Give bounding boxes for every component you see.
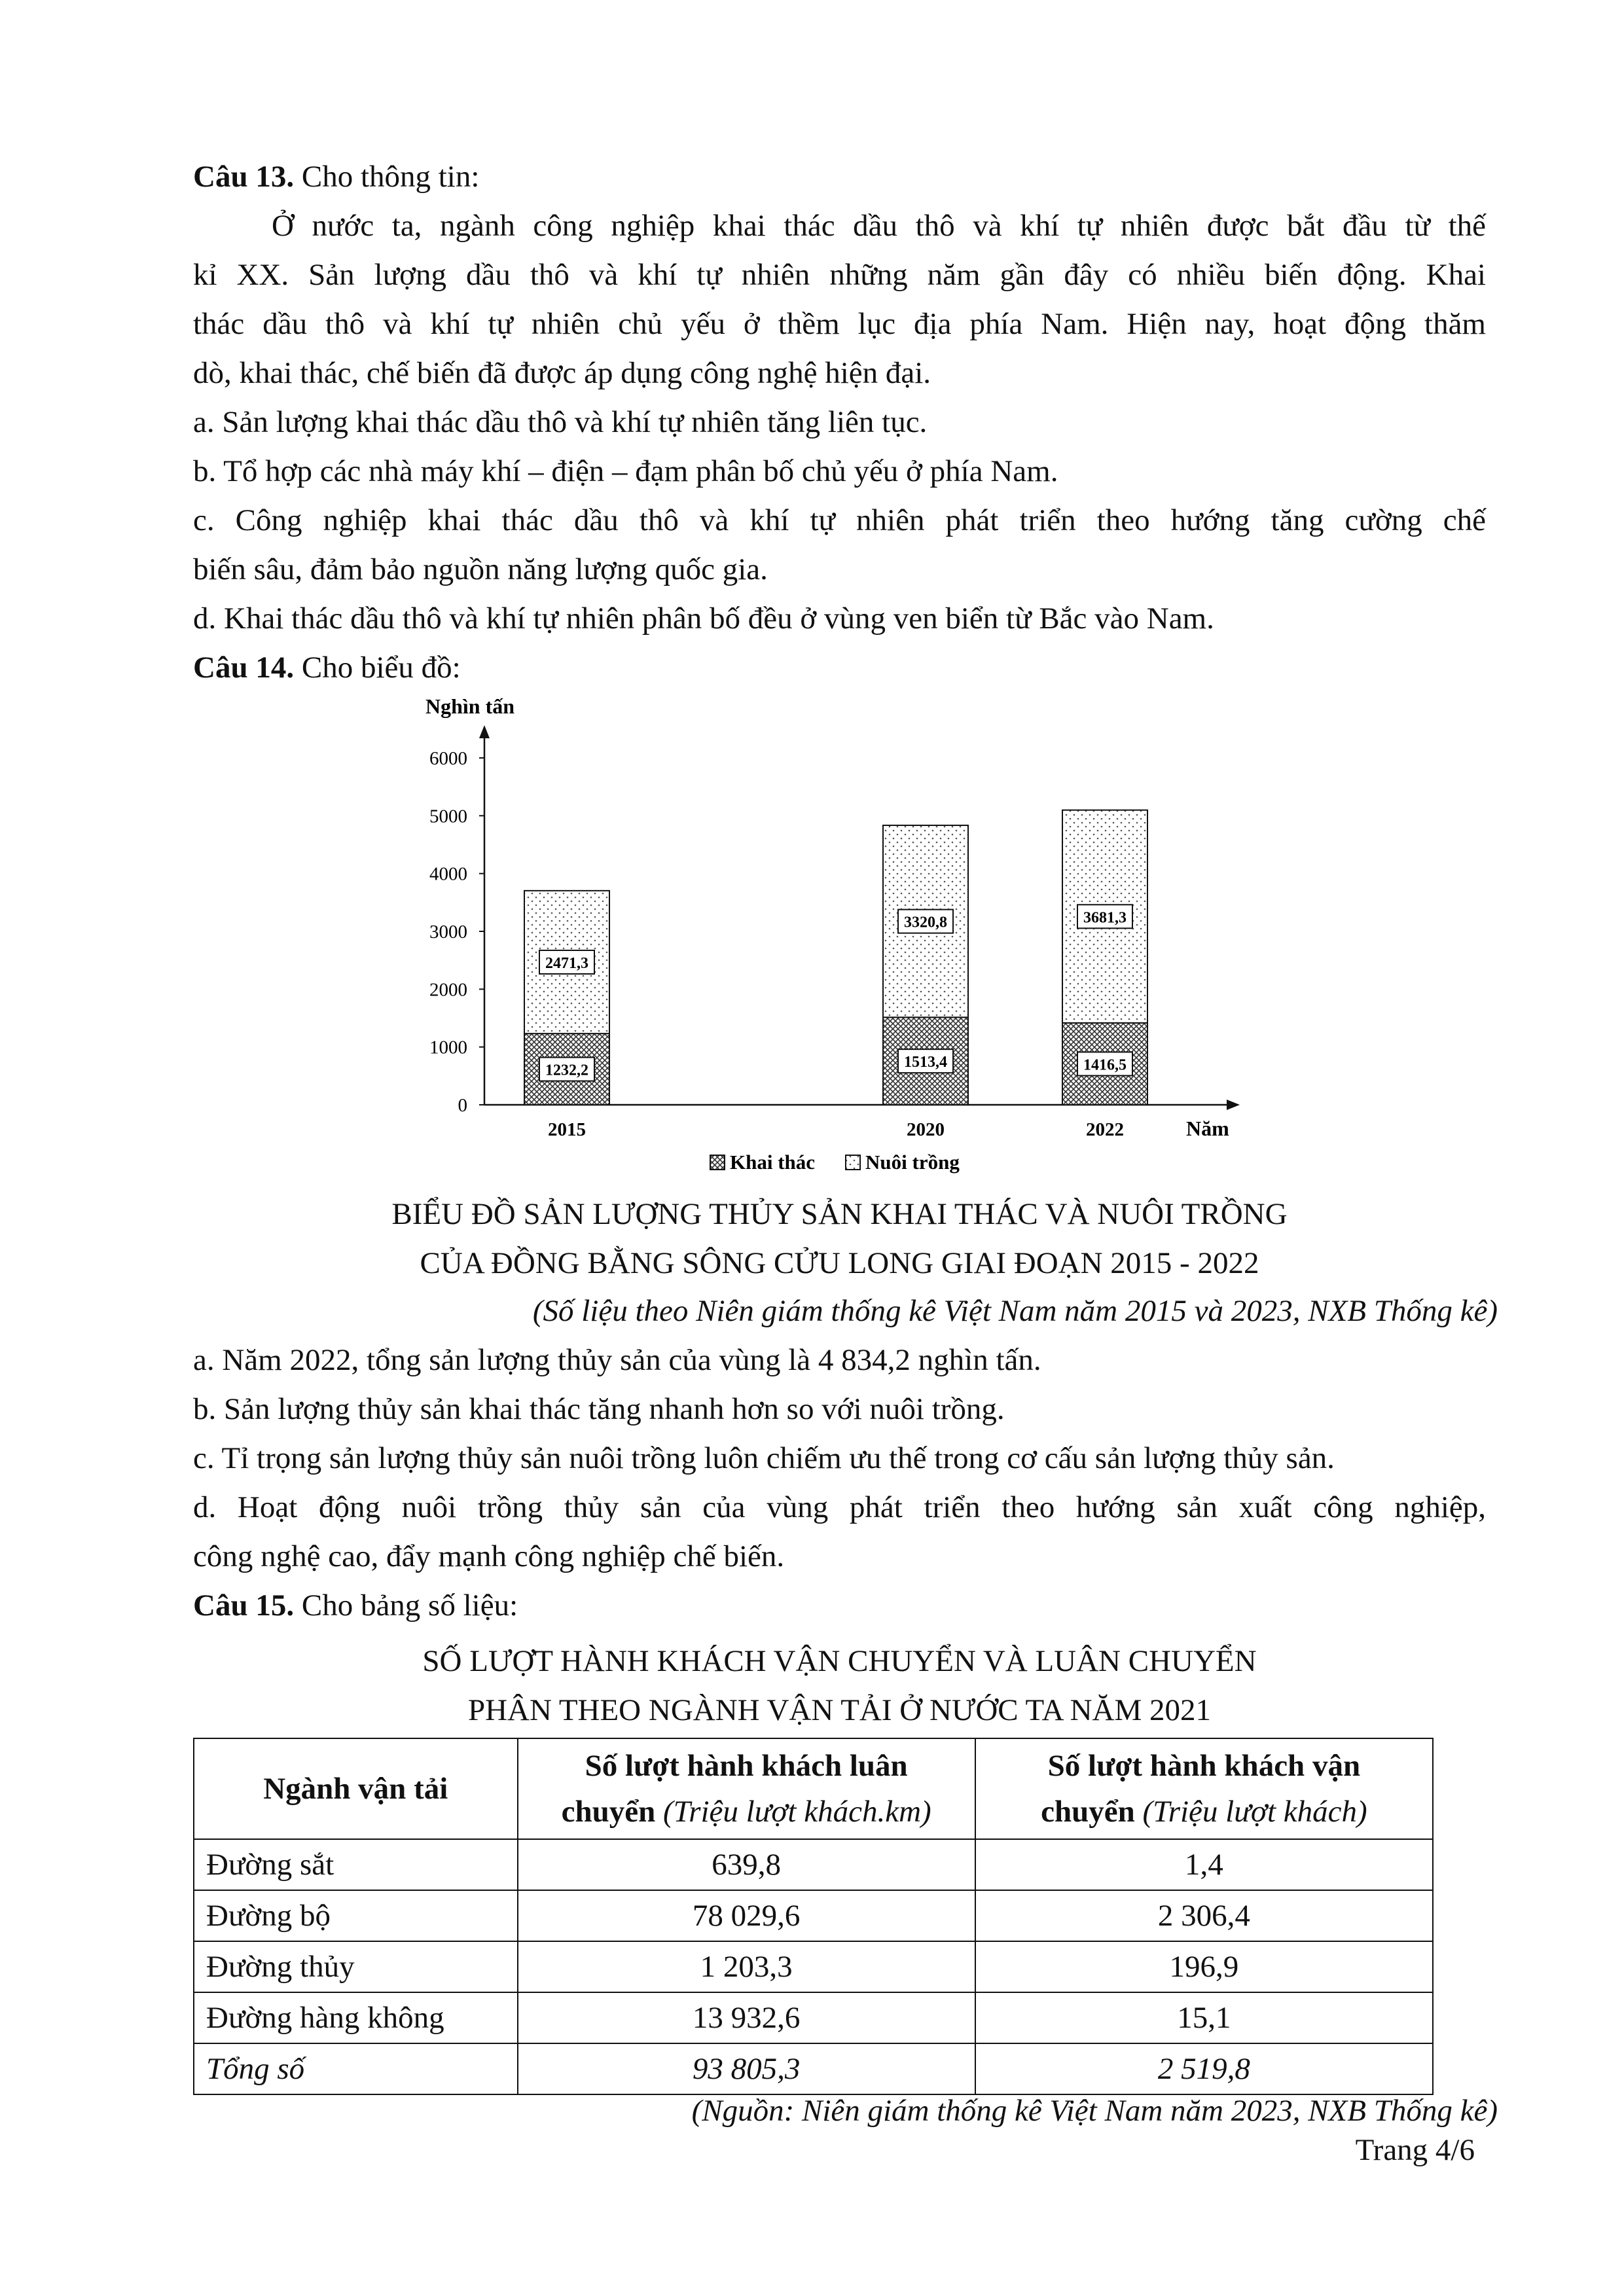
- q14-label: Câu 14.: [193, 651, 295, 685]
- row-name: Đường thủy: [194, 1941, 518, 1992]
- q13-option-a: a. Sản lượng khai thác dầu thô và khí tự nhiên tăng liên tục.: [193, 405, 928, 439]
- row-value-passenger-km: 78 029,6: [518, 1890, 975, 1941]
- row-name: Đường sắt: [194, 1839, 518, 1890]
- q13-option-c-line-1: c. Công nghiệp khai thác dầu thô và khí tự nhiên phát triển theo hướng tăng cường chế: [193, 503, 1486, 537]
- table-title-line-1: SỐ LƯỢT HÀNH KHÁCH VẬN CHUYỂN VÀ LUÂN CHUYỂN: [422, 1644, 1257, 1678]
- row-value-passengers: 2 306,4: [975, 1890, 1433, 1941]
- legend-label: Khai thác: [730, 1151, 816, 1174]
- q13-label: Câu 13.: [193, 160, 295, 194]
- x-tick-label: 2022: [1086, 1119, 1124, 1140]
- legend-swatch: [710, 1155, 725, 1170]
- y-tick-label: 0: [458, 1095, 467, 1116]
- chart-source: (Số liệu theo Niên giám thống kê Việt Nam năm 2015 và 2023, NXB Thống kê): [532, 1294, 1498, 1328]
- y-tick-label: 1000: [429, 1037, 467, 1058]
- q13-intro: Cho thông tin:: [294, 160, 480, 194]
- table-total-row: [194, 2043, 1433, 2094]
- q13-para-line-2: kỉ XX. Sản lượng dầu thô và khí tự nhiên những năm gần đây có nhiều biến động. Khai: [193, 258, 1486, 292]
- table-row: [194, 1890, 1433, 1941]
- q14-option-c: c. Tỉ trọng sản lượng thủy sản nuôi trồng luôn chiếm ưu thế trong cơ cấu sản lượng thủy sản.: [193, 1441, 1335, 1475]
- q14-option-a: a. Năm 2022, tổng sản lượng thủy sản của vùng là 4 834,2 nghìn tấn.: [193, 1343, 1041, 1377]
- data-label: 3681,3: [1083, 909, 1127, 927]
- row-value-passengers: 15,1: [975, 1992, 1433, 2043]
- table-row: [194, 1941, 1433, 1992]
- page-number: Trang 4/6: [1355, 2133, 1475, 2167]
- header-passenger-km-unit: (Triệu lượt khách.km): [655, 1795, 931, 1829]
- header-passenger-km-line-1: Số lượt hành khách luân: [585, 1749, 908, 1783]
- header-passengers-line-2: chuyển: [1041, 1795, 1135, 1829]
- data-label: 2471,3: [545, 955, 588, 973]
- legend-swatch: [846, 1155, 860, 1170]
- q13-para-line-3: thác dầu thô và khí tự nhiên chủ yếu ở thềm lục địa phía Nam. Hiện nay, hoạt động thăm: [193, 307, 1486, 341]
- q13-para-line-4: dò, khai thác, chế biến đã được áp dụng công nghệ hiện đại.: [193, 356, 931, 390]
- table-source: (Nguồn: Niên giám thống kê Việt Nam năm 2023, NXB Thống kê): [691, 2094, 1498, 2128]
- row-value-passengers: 1,4: [975, 1839, 1433, 1890]
- q14-option-d-line-2: công nghệ cao, đẩy mạnh công nghiệp chế biến.: [193, 1539, 785, 1573]
- chart-title-line-2: CỦA ĐỒNG BẰNG SÔNG CỬU LONG GIAI ĐOẠN 2015 - 2022: [420, 1246, 1259, 1280]
- x-axis-title: Năm: [1186, 1117, 1229, 1140]
- q13-option-b: b. Tổ hợp các nhà máy khí – điện – đạm phân bố chủ yếu ở phía Nam.: [193, 454, 1058, 488]
- table-header-row: [194, 1738, 1433, 1839]
- y-tick-label: 5000: [429, 806, 467, 827]
- header-passenger-km: [518, 1738, 975, 1839]
- total-name: Tổng số: [194, 2043, 518, 2094]
- data-label: 1513,4: [904, 1054, 947, 1071]
- data-table: [193, 1738, 1434, 2095]
- y-tick-label: 6000: [429, 748, 467, 769]
- header-transport-type: Ngành vận tải: [194, 1738, 518, 1839]
- q14-intro: Cho biểu đồ:: [294, 651, 461, 685]
- q14-option-b: b. Sản lượng thủy sản khai thác tăng nhanh hơn so với nuôi trồng.: [193, 1392, 1005, 1426]
- q13-option-c-line-2: biến sâu, đảm bảo nguồn năng lượng quốc gia.: [193, 552, 768, 586]
- q15-heading: [193, 1583, 1486, 1628]
- data-label: 3320,8: [904, 914, 947, 931]
- header-passenger-km-line-2: chuyển: [561, 1795, 656, 1829]
- row-value-passenger-km: 639,8: [518, 1839, 975, 1890]
- row-value-passenger-km: 13 932,6: [518, 1992, 975, 2043]
- q14-option-d-line-1: d. Hoạt động nuôi trồng thủy sản của vùng phát triển theo hướng sản xuất công nghiệp,: [193, 1490, 1486, 1524]
- row-value-passenger-km: 1 203,3: [518, 1941, 975, 1992]
- y-axis-title: Nghìn tấn: [425, 694, 515, 718]
- x-axis-arrow: [1227, 1100, 1240, 1110]
- q15-label: Câu 15.: [193, 1588, 295, 1623]
- data-label: 1232,2: [545, 1062, 588, 1079]
- header-passengers-line-1: Số lượt hành khách vận: [1047, 1749, 1361, 1783]
- row-value-passengers: 196,9: [975, 1941, 1433, 1992]
- y-tick-label: 3000: [429, 922, 467, 942]
- x-tick-label: 2015: [548, 1119, 586, 1140]
- row-name: Đường hàng không: [194, 1992, 518, 2043]
- q13-para-line-1: Ở nước ta, ngành công nghiệp khai thác dầu thô và khí tự nhiên được bắt đầu từ thế: [272, 209, 1486, 243]
- x-tick-label: 2020: [907, 1119, 945, 1140]
- table-row: [194, 1839, 1433, 1890]
- total-value-passenger-km: 93 805,3: [518, 2043, 975, 2094]
- table-row: [194, 1992, 1433, 2043]
- y-axis-arrow: [479, 725, 490, 738]
- chart-title-line-1: BIỂU ĐỒ SẢN LƯỢNG THỦY SẢN KHAI THÁC VÀ NUÔI TRỒNG: [391, 1197, 1288, 1231]
- total-value-passengers: 2 519,8: [975, 2043, 1433, 2094]
- y-tick-label: 2000: [429, 979, 467, 1001]
- q13-option-d: d. Khai thác dầu thô và khí tự nhiên phân bố đều ở vùng ven biển từ Bắc vào Nam.: [193, 601, 1214, 636]
- q15-intro: Cho bảng số liệu:: [294, 1588, 518, 1623]
- header-passengers: [975, 1738, 1433, 1839]
- header-passengers-unit: (Triệu lượt khách): [1134, 1795, 1367, 1829]
- legend-label: Nuôi trồng: [865, 1151, 960, 1174]
- data-label: 1416,5: [1083, 1056, 1127, 1074]
- y-tick-label: 4000: [429, 863, 467, 885]
- table-title-line-2: PHÂN THEO NGÀNH VẬN TẢI Ở NƯỚC TA NĂM 2021: [467, 1693, 1212, 1727]
- row-name: Đường bộ: [194, 1890, 518, 1941]
